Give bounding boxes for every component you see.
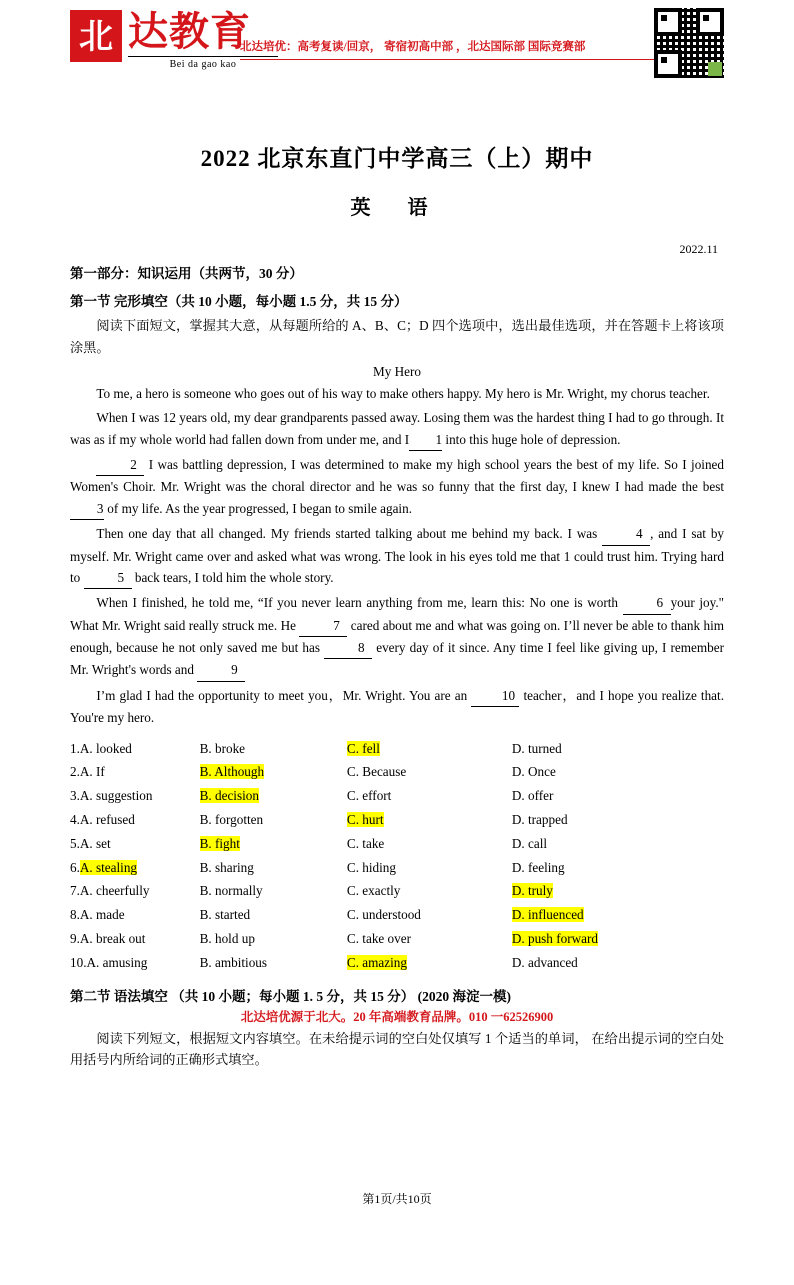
part2-heading: 第二节 语法填空 （共 10 小题；每小题 1. 5 分，共 15 分） (2020 海淀一模) bbox=[70, 988, 511, 1004]
option-cell-b[interactable] bbox=[200, 951, 347, 975]
passage-paragraph-6 bbox=[70, 685, 724, 729]
option-label-c: C. understood bbox=[346, 907, 421, 923]
option-cell-a[interactable] bbox=[70, 927, 200, 951]
promo-footer-line: 北达培优源于北大。20 年高端教育品牌。010 一62526900 bbox=[240, 1009, 554, 1024]
option-cell-d[interactable] bbox=[512, 856, 724, 880]
option-cell-a[interactable] bbox=[70, 832, 200, 856]
p2-text-b: into this huge hole of depression. bbox=[445, 431, 621, 447]
option-label-d: D. influenced bbox=[511, 907, 584, 923]
p3-text-b: of my life. As the year progressed, I began to smile again. bbox=[107, 500, 412, 516]
p3-text-a: I was battling depression, I was determined to make my high school years the best of my life. So I joined Women's Choir. Mr. Wright was the choral director and he was so funny that the first day, I knew I had made the best bbox=[70, 457, 724, 495]
p4-text-b: , and I sat by myself. Mr. Wright came over and asked what was wrong. The look in his eyes told me that 1 could trust him. Trying hard to bbox=[70, 526, 725, 585]
option-cell-c[interactable] bbox=[347, 808, 512, 832]
question-number: 6. bbox=[70, 859, 80, 875]
option-cell-a[interactable] bbox=[70, 951, 200, 975]
table-row bbox=[70, 760, 724, 784]
option-cell-b[interactable] bbox=[200, 879, 347, 903]
option-cell-d[interactable] bbox=[512, 903, 724, 927]
passage-paragraph-3 bbox=[70, 454, 724, 520]
option-label-c: C. effort bbox=[346, 788, 392, 804]
option-label-a: A. refused bbox=[79, 811, 135, 827]
option-cell-c[interactable] bbox=[347, 760, 512, 784]
option-cell-d[interactable] bbox=[512, 951, 724, 975]
option-cell-a[interactable] bbox=[70, 808, 200, 832]
option-label-a: A. cheerfully bbox=[79, 883, 150, 899]
option-cell-a[interactable] bbox=[70, 856, 200, 880]
option-label-b: B. started bbox=[199, 907, 251, 923]
option-label-c: C. take bbox=[346, 835, 385, 851]
table-row bbox=[70, 808, 724, 832]
logo-chinese-name: 达教育 bbox=[128, 9, 251, 54]
option-label-d: D. turned bbox=[511, 740, 562, 756]
answer-options-table bbox=[70, 737, 724, 975]
p6-text-b: teacher，and I hope you realize that. You're my hero. bbox=[70, 687, 724, 726]
option-cell-c[interactable] bbox=[347, 903, 512, 927]
passage-paragraph-2 bbox=[70, 407, 724, 451]
option-cell-d[interactable] bbox=[512, 784, 724, 808]
option-label-a: A. set bbox=[79, 835, 111, 851]
question-number: 9. bbox=[70, 930, 80, 946]
page-footer: 第1页/共10页 bbox=[362, 1192, 432, 1206]
blank-6: 6 bbox=[623, 592, 671, 614]
option-cell-c[interactable] bbox=[347, 832, 512, 856]
logo-pinyin: Bei da gao kao bbox=[128, 56, 278, 70]
table-row bbox=[70, 737, 724, 761]
option-label-c: C. take over bbox=[346, 930, 411, 946]
option-label-b: B. Although bbox=[199, 764, 265, 780]
option-label-b: B. fight bbox=[199, 835, 240, 851]
qr-code-icon bbox=[654, 8, 724, 78]
table-row bbox=[70, 784, 724, 808]
option-cell-b[interactable] bbox=[200, 903, 347, 927]
option-cell-d[interactable] bbox=[512, 808, 724, 832]
option-cell-a[interactable] bbox=[70, 737, 200, 761]
option-label-b: B. broke bbox=[199, 740, 246, 756]
blank-2: 2 bbox=[96, 454, 144, 476]
option-cell-b[interactable] bbox=[200, 832, 347, 856]
question-number: 8. bbox=[70, 907, 80, 923]
blank-10: 10 bbox=[471, 685, 519, 707]
option-cell-d[interactable] bbox=[512, 879, 724, 903]
qr-finder-topright bbox=[696, 8, 724, 36]
option-label-c: C. hurt bbox=[346, 811, 384, 827]
passage-paragraph-1: To me, a hero is someone who goes out of his way to make others happy. My hero is Mr. Wright, my chorus teacher. bbox=[96, 385, 710, 401]
passage-paragraph-5 bbox=[70, 592, 724, 682]
option-cell-d[interactable] bbox=[512, 737, 724, 761]
option-cell-a[interactable] bbox=[70, 903, 200, 927]
blank-4: 4 bbox=[602, 523, 650, 545]
subject-title: 英 语 bbox=[350, 197, 444, 219]
p5-text-d: every day of it since. Any time I feel like giving up, I remember Mr. Wright's words and bbox=[70, 640, 724, 678]
option-cell-c[interactable] bbox=[347, 879, 512, 903]
option-label-c: C. hiding bbox=[346, 859, 396, 875]
option-cell-c[interactable] bbox=[347, 737, 512, 761]
option-label-b: B. decision bbox=[199, 788, 259, 804]
option-label-a: A. suggestion bbox=[79, 788, 153, 804]
option-label-b: B. sharing bbox=[199, 859, 254, 875]
question-number: 3. bbox=[70, 788, 80, 804]
option-cell-b[interactable] bbox=[200, 784, 347, 808]
p2-text-a: When I was 12 years old, my dear grandparents passed away. Losing them was the hardest thing I had to go through. It was as if my whole world had fallen down from under me, and I bbox=[70, 410, 724, 447]
p5-text-c: cared about me and what was going on. I’ll never be able to thank him enough, because he not only saved me but has bbox=[70, 617, 724, 656]
question-number: 5. bbox=[70, 835, 80, 851]
option-cell-b[interactable] bbox=[200, 737, 347, 761]
part1-heading: 第一部分：知识运用（共两节，30 分） bbox=[70, 266, 303, 281]
option-cell-a[interactable] bbox=[70, 760, 200, 784]
question-number: 2. bbox=[70, 764, 80, 780]
table-row bbox=[70, 832, 724, 856]
option-cell-b[interactable] bbox=[200, 808, 347, 832]
page-title: 2022 北京东直门中学高三（上）期中 bbox=[200, 146, 594, 171]
option-cell-a[interactable] bbox=[70, 784, 200, 808]
passage-paragraph-4 bbox=[70, 523, 724, 589]
table-row bbox=[70, 951, 724, 975]
option-label-d: D. truly bbox=[511, 883, 553, 899]
option-label-b: B. hold up bbox=[199, 930, 255, 946]
option-label-d: D. advanced bbox=[511, 954, 578, 970]
option-cell-c[interactable] bbox=[347, 784, 512, 808]
option-cell-c[interactable] bbox=[347, 856, 512, 880]
option-label-a: A. made bbox=[79, 907, 125, 923]
p4-text-c: back tears, I told him the whole story. bbox=[134, 569, 334, 585]
table-row bbox=[70, 879, 724, 903]
question-number: 7. bbox=[70, 883, 80, 899]
page-header bbox=[70, 0, 724, 104]
option-label-a: A. looked bbox=[79, 740, 132, 756]
option-label-d: D. feeling bbox=[511, 859, 565, 875]
qr-center-mark bbox=[708, 62, 722, 76]
part1-section1-heading: 第一节 完形填空（共 10 小题，每小题 1.5 分，共 15 分） bbox=[70, 293, 408, 309]
option-label-a: A. stealing bbox=[79, 859, 138, 875]
option-cell-d[interactable] bbox=[512, 927, 724, 951]
option-label-c: C. exactly bbox=[346, 883, 401, 899]
table-row bbox=[70, 927, 724, 951]
question-number: 10. bbox=[70, 954, 87, 970]
option-label-b: B. forgotten bbox=[199, 811, 264, 827]
table-row bbox=[70, 856, 724, 880]
option-cell-b[interactable] bbox=[200, 856, 347, 880]
option-label-c: C. fell bbox=[346, 740, 380, 756]
exam-date: 2022.11 bbox=[679, 242, 718, 256]
qr-finder-topleft bbox=[654, 8, 682, 36]
question-number: 1. bbox=[70, 740, 80, 756]
option-cell-b[interactable] bbox=[200, 760, 347, 784]
p6-text-a: I’m glad I had the opportunity to meet you，Mr. Wright. You are an bbox=[96, 687, 468, 703]
option-label-d: D. offer bbox=[511, 788, 554, 804]
option-cell-d[interactable] bbox=[512, 760, 724, 784]
blank-8: 8 bbox=[324, 637, 372, 659]
qr-finder-bottomleft bbox=[654, 50, 682, 78]
logo-seal: 北 bbox=[70, 10, 122, 62]
blank-1: 1 bbox=[409, 429, 442, 451]
blank-3: 3 bbox=[70, 498, 104, 520]
option-cell-c[interactable] bbox=[347, 927, 512, 951]
passage-title: My Hero bbox=[373, 363, 421, 379]
part1-instruction: 阅读下面短文，掌握其大意，从每题所给的 A、B、C；D 四个选项中，选出最佳选项，并在答题卡上将该项涂黑。 bbox=[70, 318, 724, 355]
p5-text-a: When I finished, he told me, “If you never learn anything from me, learn this: No one is worth bbox=[96, 595, 618, 611]
option-label-a: A. amusing bbox=[86, 954, 148, 970]
option-label-d: D. call bbox=[511, 835, 548, 851]
option-cell-a[interactable] bbox=[70, 879, 200, 903]
option-label-c: C. amazing bbox=[346, 954, 407, 970]
p4-text-a: Then one day that all changed. My friends started talking about me behind my back. I was bbox=[96, 526, 598, 542]
p5-text-b: your joy." What Mr. Wright said really struck me. He bbox=[70, 595, 725, 633]
blank-7: 7 bbox=[299, 615, 347, 637]
option-label-d: D. push forward bbox=[511, 930, 598, 946]
option-label-a: A. break out bbox=[79, 930, 146, 946]
option-label-b: B. normally bbox=[199, 883, 263, 899]
question-number: 4. bbox=[70, 811, 80, 827]
option-label-a: A. If bbox=[79, 764, 105, 780]
promo-banner: 北达培优：高考复读/回京， 寄宿初高中部 ，北达国际部 国际竞赛部 bbox=[240, 38, 670, 60]
option-label-d: D. Once bbox=[511, 764, 556, 780]
option-label-b: B. ambitious bbox=[199, 954, 268, 970]
table-row bbox=[70, 903, 724, 927]
blank-9: 9 bbox=[197, 659, 245, 681]
option-label-c: C. Because bbox=[346, 764, 407, 780]
blank-5: 5 bbox=[84, 567, 132, 589]
option-cell-c[interactable] bbox=[347, 951, 512, 975]
option-cell-b[interactable] bbox=[200, 927, 347, 951]
part2-instruction: 阅读下列短文，根据短文内容填空。在未给提示词的空白处仅填写 1 个适当的单词， 在给出提示词的空白处用括号内所给词的正确形式填空。 bbox=[70, 1030, 724, 1067]
option-label-d: D. trapped bbox=[511, 811, 568, 827]
option-cell-d[interactable] bbox=[512, 832, 724, 856]
